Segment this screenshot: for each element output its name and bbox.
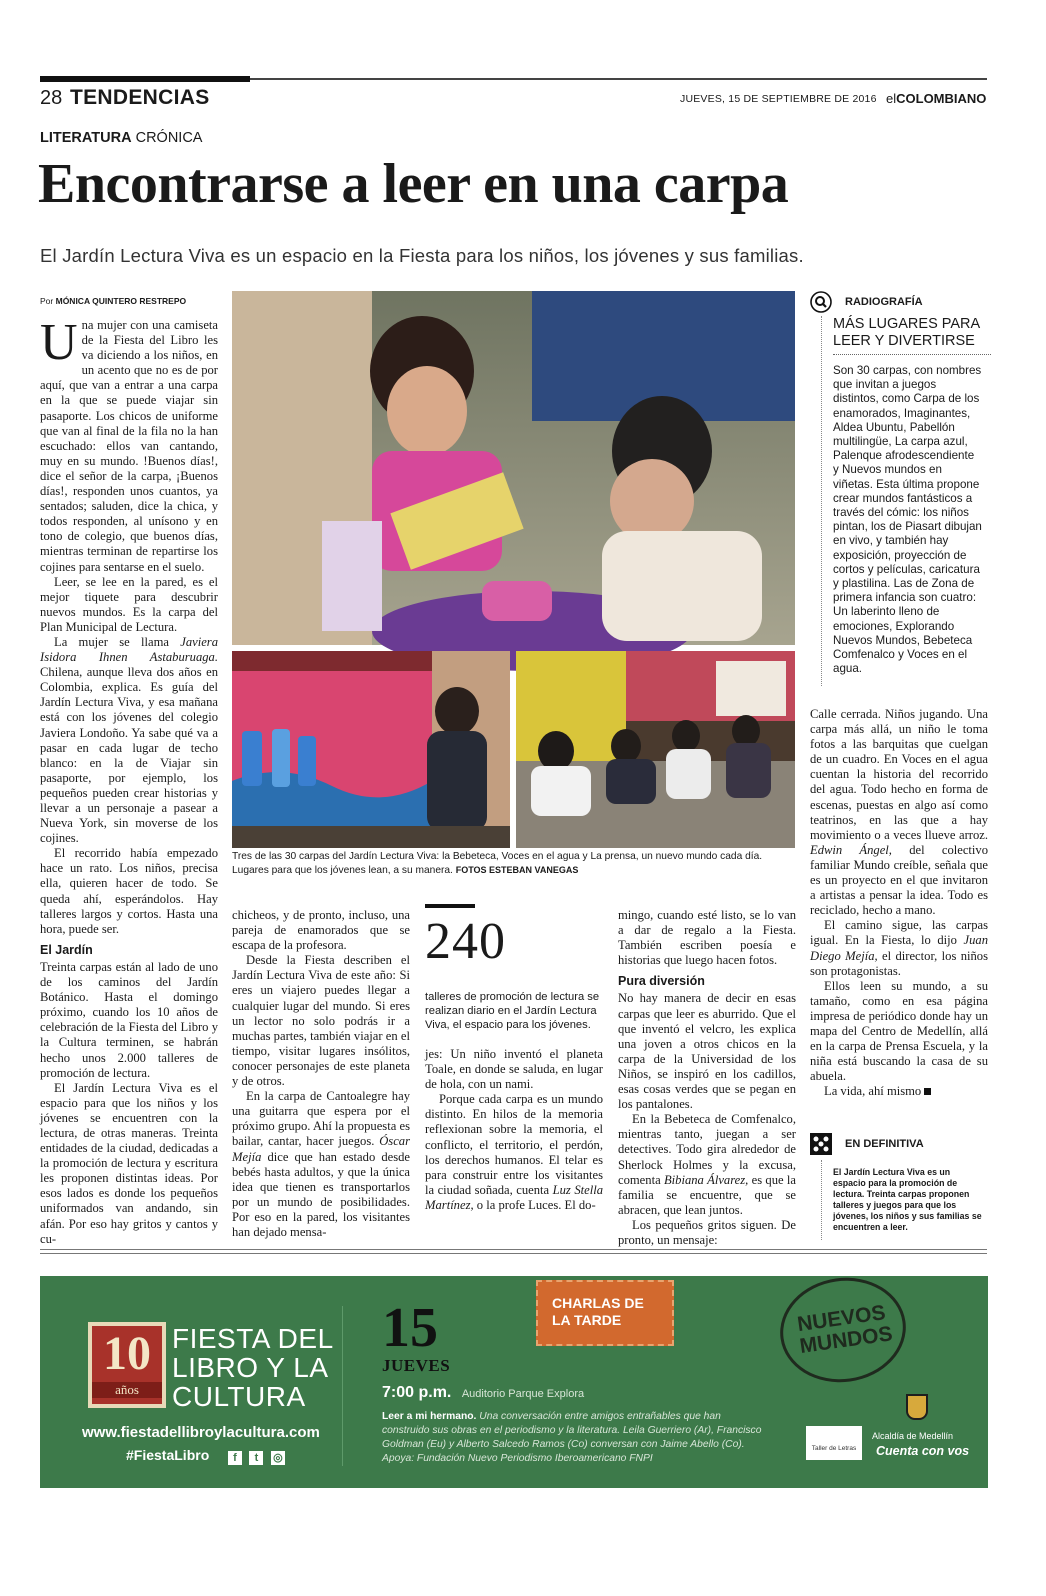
header-rule-thick [40, 76, 250, 82]
ad-social-icons [228, 1448, 285, 1466]
ad-badge-word: años [92, 1382, 162, 1398]
ad-day-number: 15 [382, 1297, 438, 1359]
article-col-3: jes: Un niño inventó el planeta Toale, en donde se saluda, en lugar de hola, con un nami. Porque cada carpa es un mundo distinto. En hilos de la memoria reflexionan sobre la memoria, el conflicto, el territorio, el perdón, los derechos humanos. El telar es para construir entre los visitantes la ciudad soñada, cuenta Luz Stella Martínez, o la profe Luces. El do- [425, 1047, 604, 1212]
page-date: JUEVES, 15 DE SEPTIEMBRE DE 2016 [680, 93, 877, 105]
ad-website[interactable]: www.fiestadellibroylacultura.com [82, 1424, 320, 1441]
summary-icon [810, 1133, 832, 1155]
ad-hashtag: #FiestaLibro [126, 1447, 210, 1463]
summary-rule [821, 1160, 823, 1240]
twitter-icon[interactable]: t [249, 1451, 263, 1465]
ad-sponsor-slogan: Cuenta con vos [876, 1444, 970, 1458]
sidebar-title: MÁS LUGARES PARA LEER Y DIVERTIRSE [833, 316, 991, 355]
photo-caption: Tres de las 30 carpas del Jardín Lectura Viva: la Bebeteca, Voces en el agua y La prensa, un nuevo mundo cada día. Lugares para que los jóvenes lean, a su manera. FOTOS ESTEBAN VANEGAS [232, 851, 763, 876]
stat-number: 240 [425, 913, 506, 970]
article-col-2: chicheos, y de pronto, incluso, una pareja de enamorados que se escapa de la profesora. Desde la Fiesta describen el Jardín Lectura Viva de este año: Si eres un viajero puedes llegar a cualquier lugar del mundo. Si eres un lector no solo podrás ir a muchas partes, también viajar en el tiempo, visitar lugares insólitos, conocer personajes de este planeta y de otros. En la carpa de Cantoalegre hay una guitarra que espera por el próximo grupo. Ahí la propuesta es bailar, cantar, hacer juegos. Óscar Mejía dice que han estado desde bebés hasta adultos, y que la única idea que tienen es transportarlos por un mundo de posibilidades. Por eso en la pared, los visitantes han dejado mensa- [232, 908, 410, 1239]
ad-tag: CHARLAS DE LA TARDE [536, 1280, 674, 1346]
page-number: 28 [40, 87, 63, 109]
ad-day-name: JUEVES [382, 1356, 451, 1375]
brand-logo: elCOLOMBIANO [886, 91, 987, 106]
subhead-pura-diversion: Pura diversión [618, 974, 705, 989]
sidebar-rule [821, 316, 823, 686]
header-rule-thin [250, 78, 987, 80]
photo-credit: FOTOS ESTEBAN VANEGAS [455, 864, 579, 875]
summary-label: EN DEFINITIVA [845, 1138, 924, 1150]
photo-voces-en-el-agua [232, 651, 510, 848]
ad-event: Leer a mi hermano. Una conversación entre amigos entrañables que han construido sus obras en el periodismo y la literatura. Leila Guerriero (Ar), Francisco Goldman (Eu) y Alberto Salcedo Ramos (Co) conversan con Jaime Abello (Co). Apoya: Fundación Nuevo Periodismo Iberoamericano FNPI [382, 1411, 762, 1464]
facebook-icon[interactable]: f [228, 1451, 242, 1465]
end-mark [924, 1088, 931, 1095]
stat-text: talleres de promoción de lectura se realizan diario en el Jardín Lectura Viva, el espacio para los jóvenes. [425, 991, 600, 1031]
ad-sponsor-city: Alcaldía de Medellín [872, 1431, 954, 1441]
ad-time: 7:00 p.m. Auditorio Parque Explora [382, 1384, 585, 1401]
summary-text: El Jardín Lectura Viva es un espacio para la promoción de lectura. Treinta carpas proponen talleres y juegos para que los jóvenes, los niños y sus familias se encuentren a leer. [833, 1167, 982, 1232]
ad-logo: FIESTA DEL LIBRO Y LA CULTURA [172, 1323, 334, 1412]
ad-divider [342, 1306, 343, 1466]
ad-badge-number: 10 [103, 1327, 151, 1380]
ad-sponsor-shield [906, 1394, 928, 1420]
stat-rule [425, 904, 475, 908]
search-icon [810, 291, 832, 313]
article-col-5: Calle cerrada. Niños jugando. Una carpa más allá, un niño le toma fotos a las barquitas que cuelgan de un cuadro. En Voces en el agua cuentan la historia del recorrido del agua. Todo hecho en forma de escenas, puestas en algo así como teatrinos, en las que a hay movimiento o a veces llueve arroz. Edwin Ángel, del colectivo familiar Mundo creíble, señala que es un proyecto en el que invitaron a artistas a pensar la idea. Todo es reciclado, hecho a mano. El camino sigue, las carpas igual. En la Fiesta, lo dijo Juan Diego Mejía, el director, los niños son protagonistas. Ellos leen su mundo, a su tamaño, como en esa página impresa de periódico donde hay un mapa del Centro de Medellín, allá en la carpa de Prensa Escuela, y la niña está buscando la casa de su abuela. La vida, ahí mismo [810, 707, 989, 1099]
kicker: LITERATURA CRÓNICA [40, 130, 203, 146]
photo-bebeteca [232, 291, 795, 645]
ad-sponsor-small: Taller de Letras [806, 1426, 862, 1460]
subheadline: El Jardín Lectura Viva es un espacio en la Fiesta para los niños, los jóvenes y sus familias. [40, 245, 804, 266]
sidebar-text: Son 30 carpas, con nombres que invitan a juegos distintos, como Carpa de los enamorados, Imaginantes, Aldea Ubuntu, Pabellón multilingüe, La carpa azul, Palenque afrodescendiente y Nuevos mundos en viñetas. Esta última propone crear mundos fantásticos a través del cómic: los niños pintan, los de Piasart dibujan en vivo, y también hay exposición, proyección de cortos y películas, caricatura y plastilina. Las de Zona de primera infancia son cuatro: Un laberinto lleno de emociones, Explorando Nuevos Mundos, Bebeteca Comfenalco y Voces en el agua. [833, 364, 982, 676]
ad-banner [40, 1276, 988, 1488]
headline: Encontrarse a leer en una carpa [38, 153, 789, 215]
ad-stamp: NUEVOS MUNDOS [773, 1270, 912, 1391]
byline: Por MÓNICA QUINTERO RESTREPO [40, 296, 187, 306]
article-col-4: mingo, cuando esté listo, se lo van a dar de regalo a la Fiesta. También escriben poesía e historias que luego hacen fotos. Pura diversión No hay manera de decir en esas carpas que leer es aburrido. Que el que inventó el velcro, les explica una joven a otros chicos en la carpa de la Universidad de los Niños, se inspiró en los cadillos, esas cosas verdes que se pegan en los pantalones. En la Bebeteca de Comfenalco, mientras tanto, juegan a ser detectives. Todo gira alrededor de Sherlock Holmes y la excusa, comenta Bibiana Álvarez, es que la familia se encuentre, que se abracen, que lean juntos. Los pequeños gritos siguen. De pronto, un mensaje: [618, 908, 796, 1247]
sidebar-label: RADIOGRAFÍA [845, 296, 923, 308]
dropcap: U [40, 314, 78, 371]
footer-rule [40, 1249, 987, 1254]
ad-badge [88, 1322, 166, 1408]
instagram-icon[interactable]: ◎ [271, 1451, 285, 1465]
subhead-jardin: El Jardín [40, 942, 93, 957]
section-title: TENDENCIAS [70, 86, 210, 109]
photo-la-prensa [516, 651, 795, 848]
article-col-1: Una mujer con una camiseta de la Fiesta del Libro les va diciendo a los niños, en un acento que no es de por aquí, que van a entrar a una carpa en la que se puede viajar sin pasaporte. Los chicos de uniforme que van al final de la fila no la han escuchado: ellos van cantando, muy en su mundo. !Buenos días!, dice el señor de la carpa, ¡Buenos días!, responden unos cuantos, ya sentados; saluden, dice la chica, y todos responden, al unísono y en tono de colegio, que buenos días, mientras terminan de repartirse los cojines para sentarse en el suelo. Leer, se lee en la pared, es el mejor tiquete para descubrir nuevos mundos. Es la carpa del Plan Municipal de Lectura. La mujer se llama Javiera Isidora Ihnen Astaburuaga. Chilena, aunque lleva dos años en Colombia, explica. Es guía del Jardín Lectura Viva, y esa mañana está con los jóvenes del colegio Javiera Londoño. Ya sabe qué va a pasar en cada lugar de techo blanco: en la de Viajar sin pasaporte, por ejemplo, los pequeños pueden crear historias y llevar a un personaje a pasear a Nueva York, sin moverse de los cojines. El recorrido había empezado hace un rato. Los niños, precisa ella, quieren hacer de todo. Se queda ahí, esperándolos. Hay talleres largos y cortos. Hasta una hora, puede ser. El Jardín Treinta carpas están al lado de uno de los caminos del Jardín Botánico. Hasta el domingo próximo, cuando los 10 años de celebración de la Fiesta del Libro y la Cultura terminen, se habrán hecho unos 2.000 talleres de promoción de lectura. El Jardín Lectura Viva es el espacio para que los niños y los jóvenes se encuentren con la lectura, de otras maneras. Treinta entidades de la ciudad, dedicadas a la promoción de lectura y escritura les proponen distintas ideas. Por esos lados es donde los pequeños uniformados van andando, sin afán. Por eso hay gritos y cantos y cu- [40, 314, 218, 1246]
